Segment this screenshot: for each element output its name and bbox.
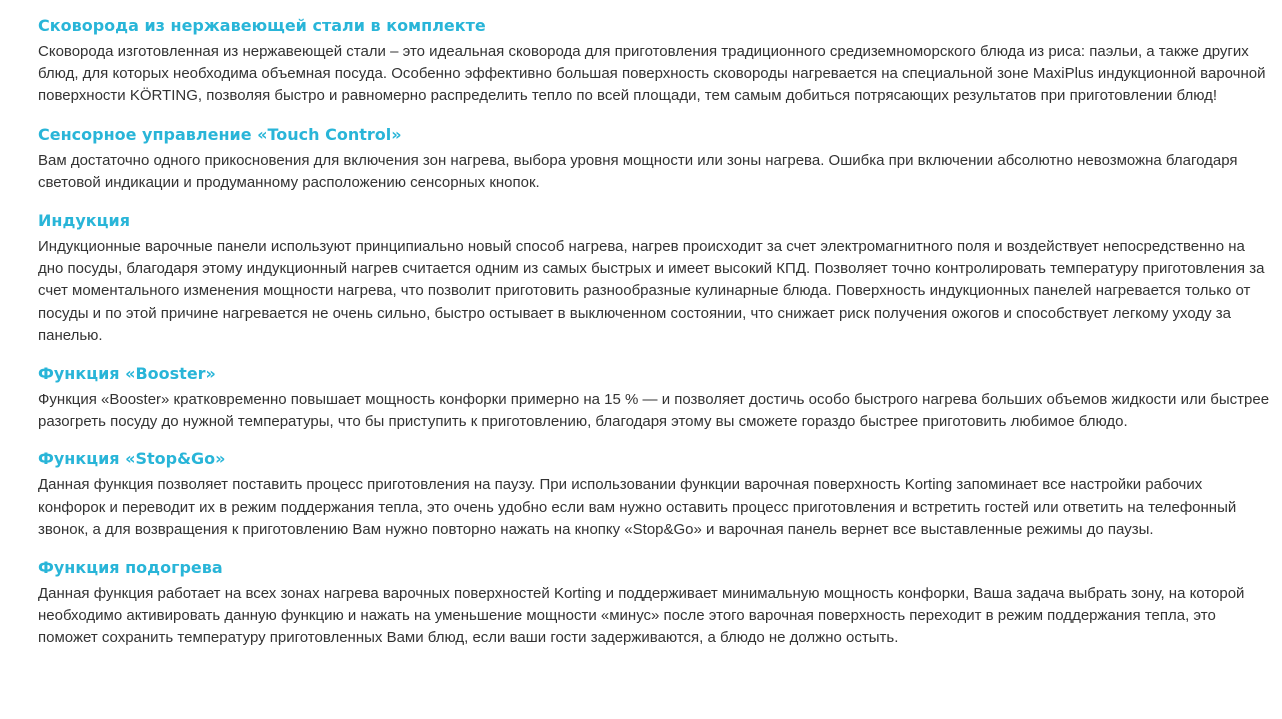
feature-section-warming	[38, 557, 1272, 650]
feature-description: Индукционные варочные панели используют принципиально новый способ нагрева, нагрев происходит за счет электромагнитного поля и воздействует непосредственно на дно посуды, благодаря этому индукционный нагрев считается одним из самых быстрых и имеет высокий КПД. Позволяет точно контролировать температуру приготовления за счет моментального изменения мощности нагрева, что позволит приготовить разнообразные кулинарные блюда. Поверхность индукционных панелей нагревается только от посуды и по этой причине нагревается не очень сильно, быстро остывает в выключенном состоянии, что снижает риск получения ожогов и способствует легкому уходу за панелью.	[38, 238, 1265, 344]
feature-title: Функция подогрева	[38, 558, 223, 578]
feature-section-stop-and-go	[38, 448, 1272, 541]
feature-description: Вам достаточно одного прикосновения для включения зон нагрева, выбора уровня мощности или зоны нагрева. Ошибка при включении абсолютно невозможна благодаря световой индикации и продуманному расположению сенсорных кнопок.	[38, 151, 1238, 191]
feature-description: Данная функция работает на всех зонах нагрева варочных поверхностей Korting и поддерживает минимальную мощность конфорки, Ваша задача выбрать зону, на которой необходимо активировать данную функцию и нажать на уменьшение мощности «минус» после этого варочная поверхность переходит в режим поддержания тепла, это поможет сохранить температуру приготовленных Вами блюд, если ваши гости задерживаются, а блюдо не должно остыть.	[38, 585, 1245, 647]
feature-title: Функция «Stop&Go»	[38, 449, 226, 469]
feature-title: Функция «Booster»	[38, 364, 216, 384]
feature-description: Функция «Booster» кратковременно повышает мощность конфорки примерно на 15 % — и позволяет достичь особо быстрого нагрева больших объемов жидкости или быстрее разогреть посуду до нужной температуры, что бы приступить к приготовлению, благодаря этому вы сможете гораздо быстрее приготовить любимое блюдо.	[38, 391, 1270, 431]
feature-section-touch-control	[38, 124, 1272, 194]
feature-section-booster	[38, 363, 1272, 433]
feature-description: Данная функция позволяет поставить процесс приготовления на паузу. При использовании функции варочная поверхность Korting запоминает все настройки рабочих конфорок и переводит их в режим поддержания тепла, это очень удобно если вам нужно оставить процесс приготовления и встретить гостей или ответить на телефонный звонок, а для возвращения к приготовлению Вам нужно повторно нажать на кнопку «Stop&Go» и варочная панель вернет все выставленные режимы до паузы.	[38, 476, 1237, 538]
feature-section-frying-pan	[38, 15, 1272, 108]
feature-section-induction	[38, 210, 1272, 347]
feature-title: Сковорода из нержавеющей стали в комплекте	[38, 16, 486, 35]
feature-description: Сковорода изготовленная из нержавеющей стали – это идеальная сковорода для приготовления традиционного средиземноморского блюда из риса: паэльи, а также других блюд, для которых необходима объемная посуда. Особенно эффективно большая поверхность сковороды нагревается на специальной зоне MaxiPlus индукционной варочной поверхности KÖRTING, позволяя быстро и равномерно распределить тепло по всей площади, тем самым добиться потрясающих результатов при приготовлении блюд!	[38, 43, 1266, 105]
feature-title: Сенсорное управление «Touch Control»	[38, 124, 402, 144]
feature-title: Индукция	[38, 211, 130, 231]
